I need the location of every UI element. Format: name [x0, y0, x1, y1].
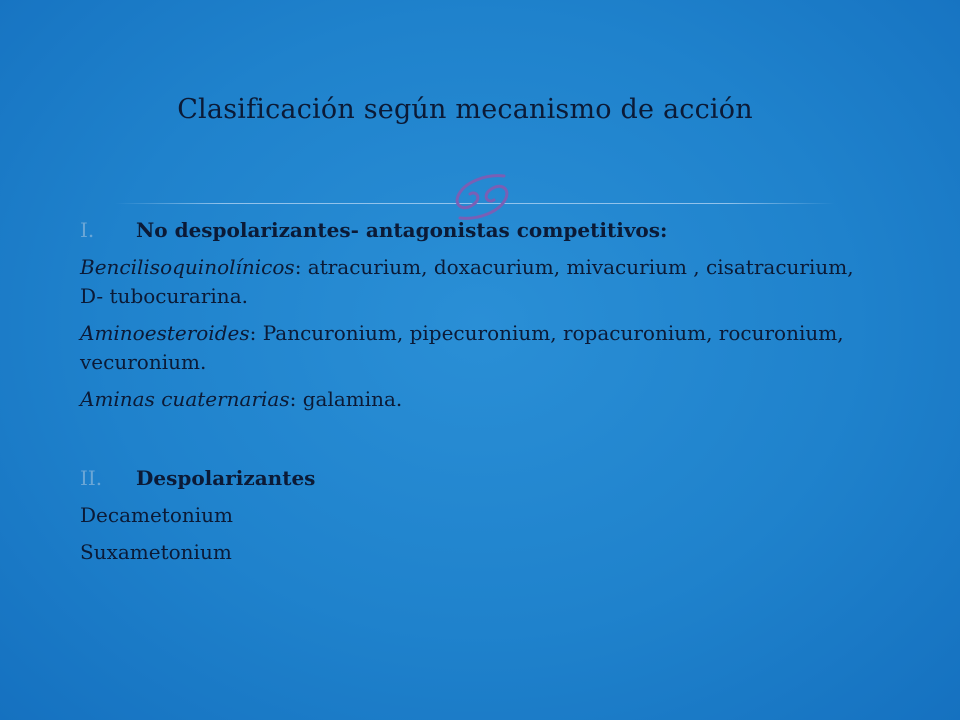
group-label: Aminas cuaternarias — [80, 387, 290, 411]
slide-title: Clasificación según mecanismo de acción — [177, 94, 753, 125]
group-bencilisoquinolinicos — [80, 253, 880, 311]
section-2-title: Despolarizantes — [136, 466, 316, 490]
group-drugs: : atracurium, doxacurium, mivacurium , cisatracurium, D- tubocurarina. — [80, 255, 854, 308]
list-item-decametonium: Decametonium — [80, 503, 233, 527]
group-drugs: : Pancuronium, pipecuronium, ropacuronium, rocuronium, vecuronium. — [80, 321, 844, 374]
section-1-numeral: I. — [80, 218, 95, 242]
group-label: Aminoesteroides — [80, 321, 250, 345]
group-drugs: : galamina. — [289, 387, 403, 411]
group-aminoesteroides — [80, 319, 880, 377]
list-item-suxametonium: Suxametonium — [80, 540, 232, 564]
section-1-title: No despolarizantes- antagonistas competitivos: — [136, 218, 668, 242]
slide-content — [80, 216, 880, 567]
group-aminas-cuaternarias — [80, 385, 880, 414]
section-1-heading — [80, 216, 880, 245]
group-label: Bencilisoquinolínicos — [80, 255, 295, 279]
section-2-numeral: II. — [80, 466, 103, 490]
section-2-heading — [80, 464, 880, 493]
